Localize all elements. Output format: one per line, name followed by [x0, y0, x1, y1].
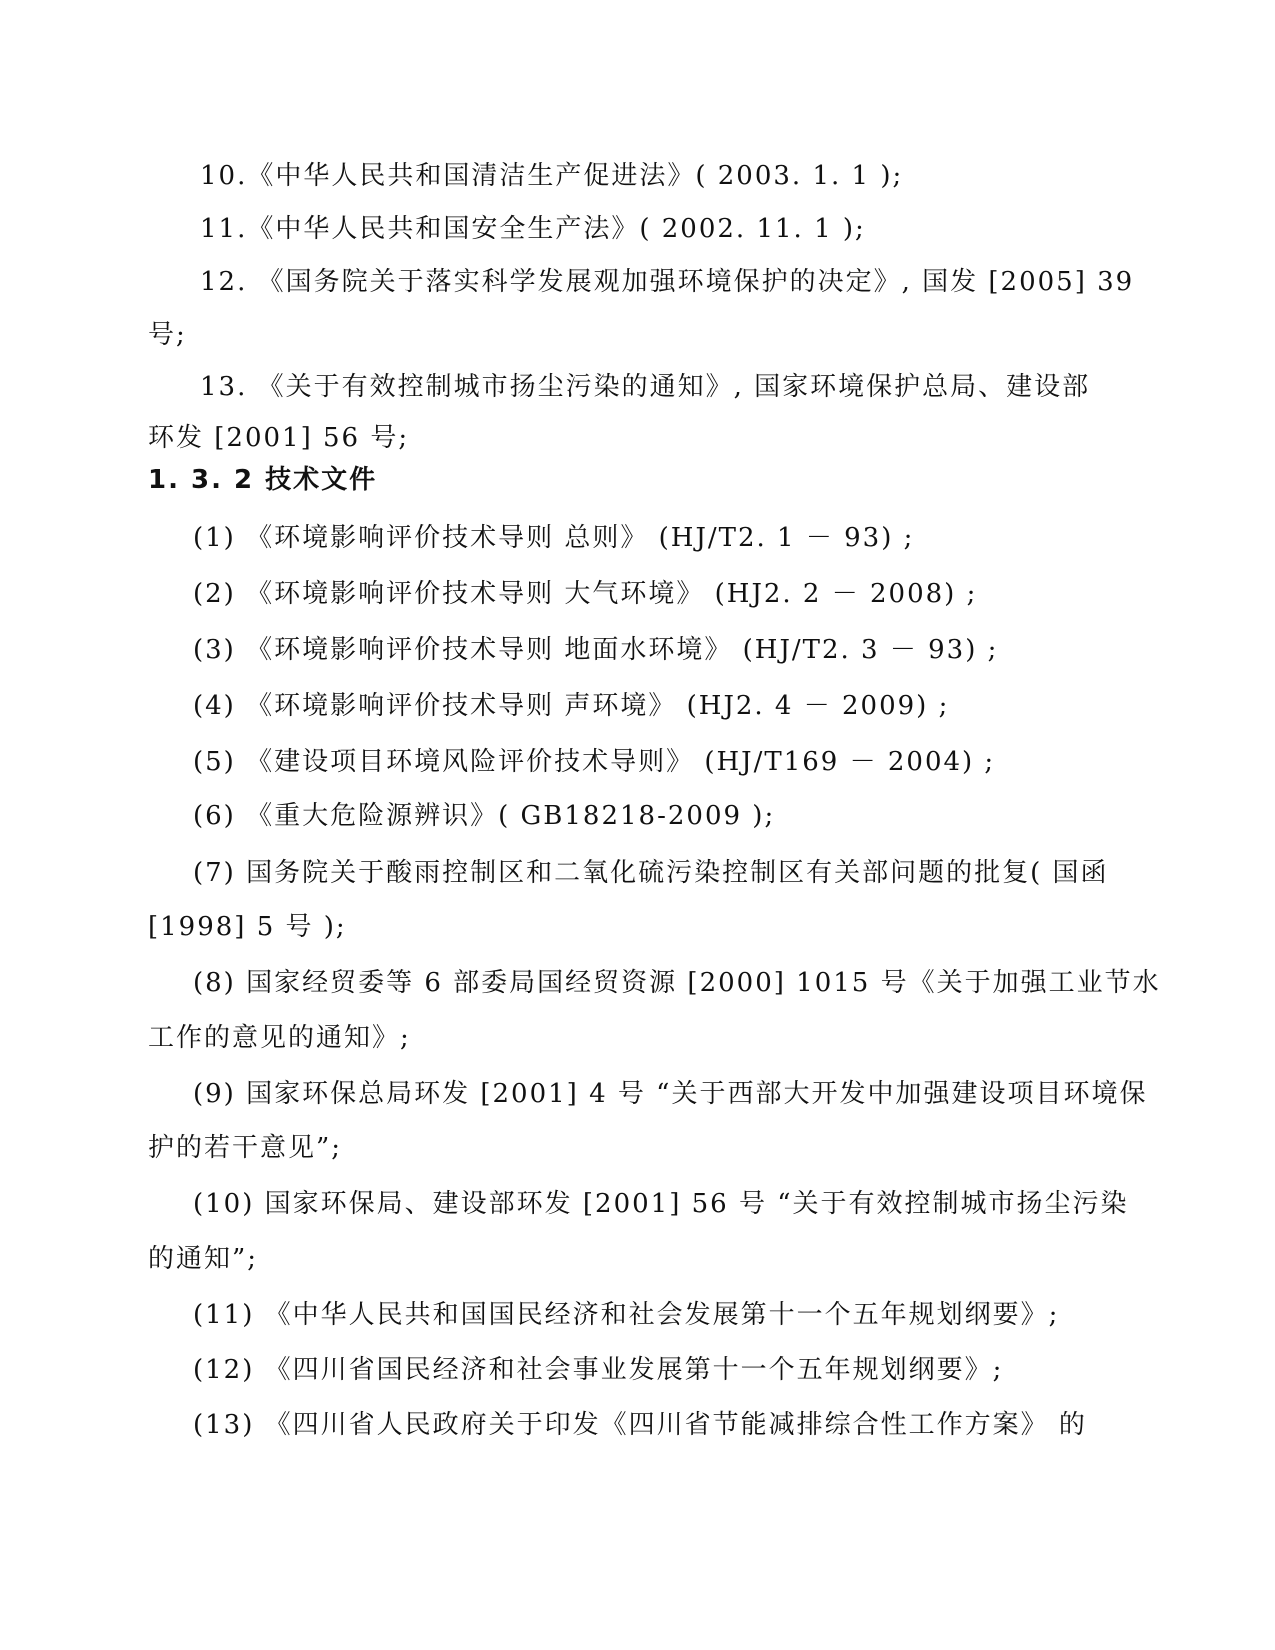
tech-item-10-line-1: (10) 国家环保局、建设部环发 [2001] 56 号 “关于有效控制城市扬尘污染	[193, 1189, 1129, 1219]
tech-item-7-line-1: (7) 国务院关于酸雨控制区和二氧化硫污染控制区有关部问题的批复( 国函	[193, 858, 1109, 888]
section-heading: 1. 3. 2 技术文件	[148, 465, 378, 495]
tech-item-11: (11) 《中华人民共和国国民经济和社会发展第十一个五年规划纲要》;	[193, 1300, 1060, 1330]
tech-item-3: (3) 《环境影响评价技术导则 地面水环境》 (HJ/T2. 3 － 93) ;	[193, 635, 999, 665]
tech-item-1: (1) 《环境影响评价技术导则 总则》 (HJ/T2. 1 － 93) ;	[193, 523, 915, 553]
tech-item-9-line-2: 护的若干意见”;	[148, 1133, 343, 1163]
tech-item-8-line-1: (8) 国家经贸委等 6 部委局国经贸资源 [2000] 1015 号《关于加强工业节水	[193, 968, 1161, 998]
tech-item-13: (13) 《四川省人民政府关于印发《四川省节能减排综合性工作方案》 的	[193, 1410, 1087, 1440]
tech-item-6: (6) 《重大危险源辨识》( GB18218-2009 );	[193, 801, 776, 831]
tech-item-10-line-2: 的通知”;	[148, 1244, 259, 1274]
law-item-13-line-1: 13. 《关于有效控制城市扬尘污染的通知》, 国家环境保护总局、建设部	[200, 372, 1091, 402]
law-item-13-line-2: 环发 [2001] 56 号;	[148, 423, 410, 453]
tech-item-5: (5) 《建设项目环境风险评价技术导则》 (HJ/T169 － 2004) ;	[193, 747, 996, 777]
tech-item-9-line-1: (9) 国家环保总局环发 [2001] 4 号 “关于西部大开发中加强建设项目环境保	[193, 1079, 1148, 1109]
tech-item-2: (2) 《环境影响评价技术导则 大气环境》 (HJ2. 2 － 2008) ;	[193, 579, 978, 609]
law-item-10: 10.《中华人民共和国清洁生产促进法》( 2003. 1. 1 );	[200, 161, 904, 191]
tech-item-4: (4) 《环境影响评价技术导则 声环境》 (HJ2. 4 － 2009) ;	[193, 691, 950, 721]
tech-item-7-line-2: [1998] 5 号 );	[148, 912, 347, 942]
law-item-12-line-2: 号;	[148, 320, 187, 350]
law-item-11: 11.《中华人民共和国安全生产法》( 2002. 11. 1 );	[200, 214, 866, 244]
law-item-12-line-1: 12. 《国务院关于落实科学发展观加强环境保护的决定》, 国发 [2005] 39	[200, 267, 1135, 297]
tech-item-12: (12) 《四川省国民经济和社会事业发展第十一个五年规划纲要》;	[193, 1355, 1004, 1385]
tech-item-8-line-2: 工作的意见的通知》;	[148, 1023, 411, 1053]
